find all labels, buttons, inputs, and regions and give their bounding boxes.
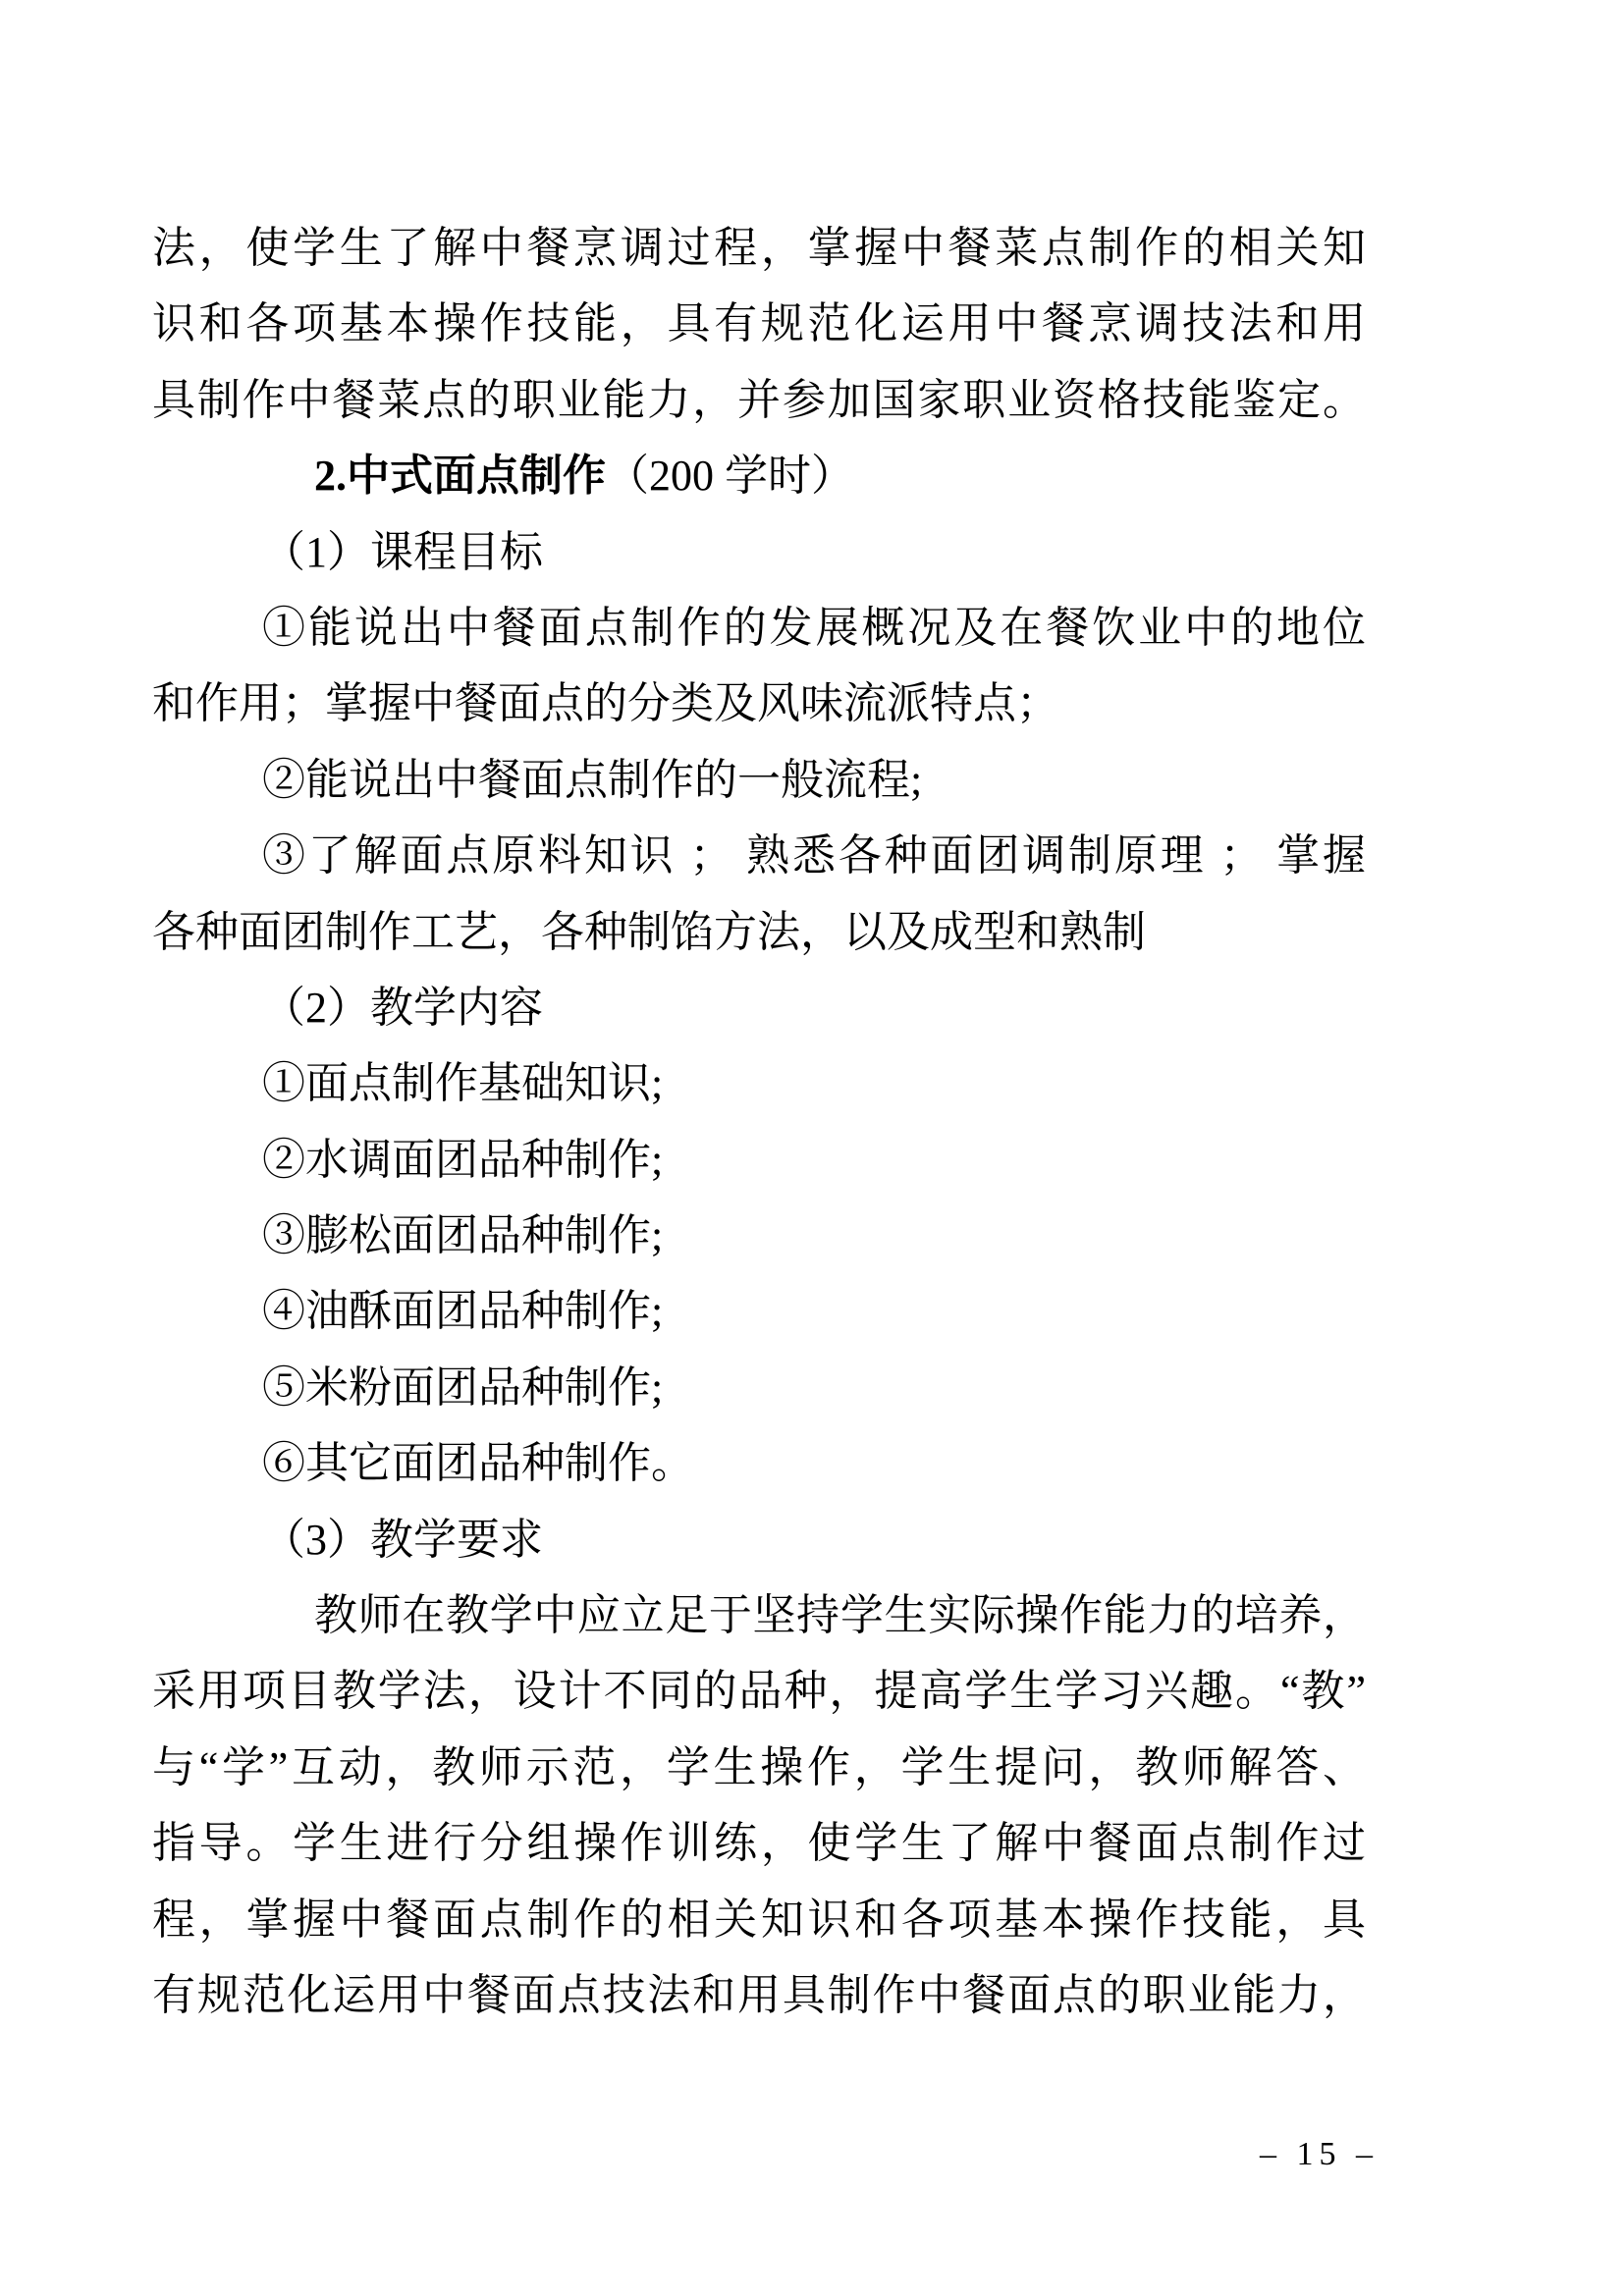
- page-number: – 15 –: [1260, 2136, 1379, 2172]
- text-line: 和作用；掌握中餐面点的分类及风味流派特点；: [152, 679, 1059, 728]
- heading-title: 2.中式面点制作: [314, 452, 606, 501]
- text-line: ②能说出中餐面点制作的一般流程;: [262, 755, 923, 804]
- text-line: ②水调面团品种制作;: [262, 1135, 664, 1184]
- text-line: 采用项目教学法，设计不同的品种，提高学生学习兴趣。“教”: [152, 1667, 1366, 1716]
- heading-hours: （200 学时）: [606, 452, 854, 501]
- text-line: 教师在教学中应立足于坚持学生实际操作能力的培养，: [314, 1591, 1366, 1640]
- section-heading: [152, 438, 1366, 513]
- text-line: 识和各项基本操作技能，具有规范化运用中餐烹调技法和用: [152, 299, 1366, 348]
- text-line: （2）教学内容: [262, 983, 543, 1032]
- text-line: 程，掌握中餐面点制作的相关知识和各项基本操作技能，具: [152, 1895, 1366, 1944]
- text-line: 法，使学生了解中餐烹调过程，掌握中餐菜点制作的相关知: [152, 224, 1366, 272]
- document-body: [152, 210, 1366, 2033]
- text-line: 有规范化运用中餐面点技法和用具制作中餐面点的职业能力，: [152, 1970, 1366, 2019]
- text-line: 指导。学生进行分组操作训练，使学生了解中餐面点制作过: [152, 1819, 1366, 1868]
- text-line: （1）课程目标: [262, 527, 543, 576]
- text-line: ④油酥面团品种制作;: [262, 1287, 664, 1336]
- text-line: 与“学”互动，教师示范，学生操作，学生提问，教师解答、: [152, 1742, 1366, 1791]
- text-line: ①能说出中餐面点制作的发展概况及在餐饮业中的地位: [262, 603, 1366, 652]
- text-line: ⑥其它面团品种制作。: [262, 1439, 694, 1488]
- text-line: （3）教学要求: [262, 1515, 543, 1564]
- text-line: ③了解面点原料知识 ； 熟悉各种面团调制原理 ； 掌握: [262, 831, 1366, 881]
- text-line: ③膨松面团品种制作;: [262, 1211, 664, 1260]
- text-line: 各种面团制作工艺，各种制馅方法，以及成型和熟制: [152, 907, 1146, 956]
- text-line: 具制作中餐菜点的职业能力，并参加国家职业资格技能鉴定。: [152, 375, 1366, 424]
- text-line: ⑤米粉面团品种制作;: [262, 1362, 664, 1412]
- text-line: ①面点制作基础知识;: [262, 1059, 664, 1108]
